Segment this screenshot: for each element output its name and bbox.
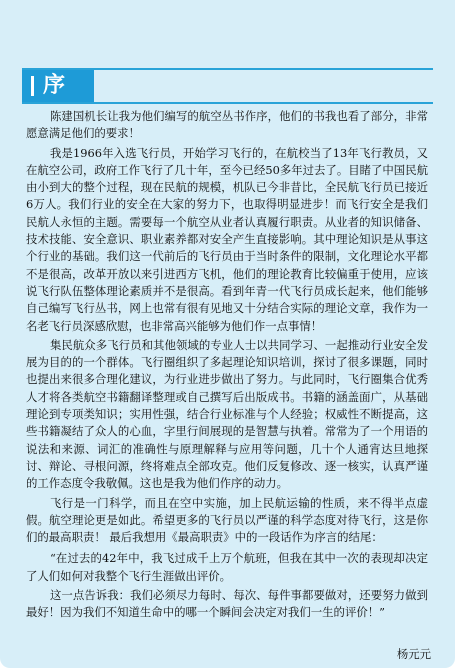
- section-header: [22, 68, 433, 104]
- quote-paragraph-1: “在过去的42年中，我飞过成千上万个航班，但我在其中一次的表现却决定了人们如何对我整个飞行生涯做出评价。: [26, 551, 428, 583]
- paragraph-3: 集民航众多飞行员和其他领域的专业人士以共同学习、一起推动行业安全发展为目的的一个群体。飞行圈组织了多起理论知识培训，探讨了很多课题，同时也提出来很多合理化建议，为行业进步做出了努力。与此同时，飞行圈集合优秀人才将各类航空书籍翻译整理或自己撰写后出版成书。书籍的涵盖面广，从基础理论到专项类知识；实用性强，结合行业标准与个人经验；权威性不断提高，这些书籍凝结了众人的心血，字里行间展现的是智慧与执着。常常为了一个用语的说法和来源、词汇的准确性与原理解释与应用等问题，几十个人通宵达旦地探讨、辩论、寻根问源，终将难点全部攻克。他们反复修改、逐一核实，认真严谨的工作态度令我敬佩。这也是我为他们作序的动力。: [26, 337, 428, 491]
- header-title-block: [22, 70, 94, 102]
- quote-paragraph-2: 这一点告诉我：我们必须尽力每时、每次、每件事都要做对，还要努力做到最好！因为我们不知道生命中的哪一个瞬间会决定对我们一生的评价！”: [26, 588, 428, 620]
- paragraph-1: 陈建国机长让我为他们编写的航空丛书作序，他们的书我也看了部分，非常愿意满足他们的要求！: [26, 109, 428, 141]
- preface-body: [26, 108, 428, 624]
- header-accent-bar: [31, 76, 34, 96]
- author-signature: 杨元元: [396, 647, 431, 661]
- page-title: 序: [43, 73, 66, 98]
- paragraph-4: 飞行是一门科学，而且在空中实施，加上民航运输的性质，来不得半点虚假。航空理论更是如此。希望更多的飞行员以严谨的科学态度对待飞行，这是你们的最高职责！ 最后我想用《最高职责》中的一段话作为序言的结尾：: [26, 495, 428, 545]
- paragraph-2: 我是1966年入选飞行员，开始学习飞行的，在航校当了13年飞行教员，又在航空公司，政府工作飞行了几十年，至今已经50多年过去了。目睹了中国民航由小到大的整个过程，现在民航的规模，机队已今非昔比，全民航飞行员已接近6万人。我们行业的安全在大家的努力下，也取得明显进步！而飞行安全是我们民航人永恒的主题。需要每一个航空从业者认真履行职责。从业者的知识储备、技术技能、安全意识、职业素养都对安全产生直接影响。其中理论知识是从事这个行业的基础。我们这一代前后的飞行员由于当时条件的限制，文化理论水平都不是很高，改革开放以来引进西方飞机，他们的理论教育比较偏重于使用，应该说飞行队伍整体理论素质并不是很高。看到年青一代飞行员成长起来，他们能够自己编写飞行丛书，网上也常有很有见地又十分结合实际的理论文章，我作为一名老飞行员深感欣慰，也非常高兴能够为他们作一点事情！: [26, 145, 428, 333]
